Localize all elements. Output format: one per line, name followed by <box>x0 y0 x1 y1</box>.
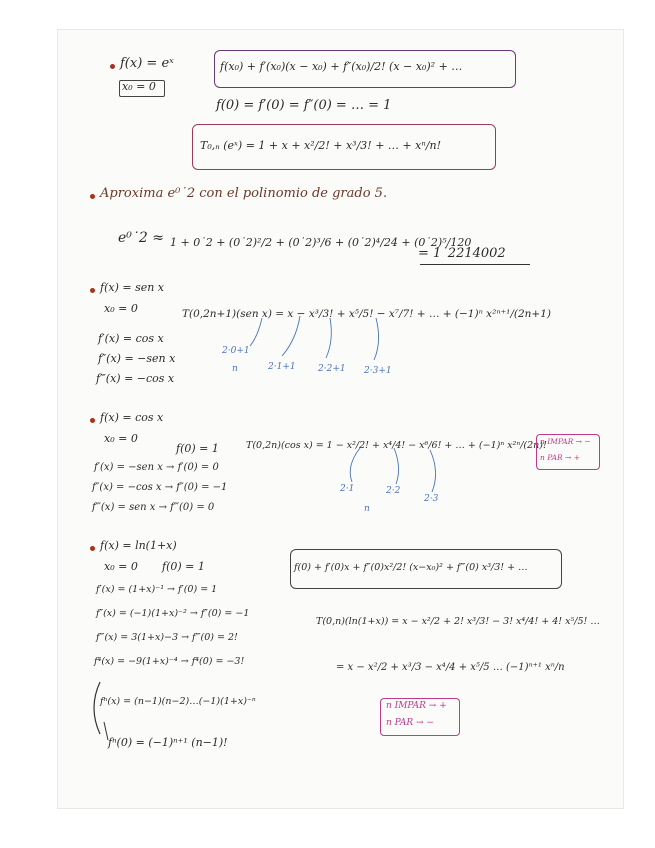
sen-curve-3 <box>326 318 331 358</box>
ln-taylor-2: = x − x²/2 + x³/3 − x⁴/4 + x⁵/5 … (−1)ⁿ⁺¹ xⁿ/n <box>336 662 565 673</box>
sen-function: f(x) = sen x <box>100 281 165 294</box>
ln-arrow <box>104 722 108 740</box>
cos-parity-impar: n IMPAR → − <box>540 437 591 446</box>
cos-note-n: n <box>364 504 370 514</box>
ex-result: T₀,ₙ (eˣ) = 1 + x + x²/2! + x³/3! + … + xⁿ/n! <box>200 139 442 152</box>
sen-curve-2 <box>282 316 300 356</box>
ln-deriv-3: f‴(x) = 3(1+x)−3 → f‴(0) = 2! <box>96 632 238 643</box>
sen-curve-4 <box>374 318 379 360</box>
cos-deriv-2: f″(x) = −cos x → f″(0) = −1 <box>92 482 228 493</box>
ln-x0: x₀ = 0 <box>104 560 138 573</box>
ex-derivatives: f(0) = f′(0) = f″(0) = … = 1 <box>216 98 392 113</box>
ln-deriv-n: fⁿ(x) = (n−1)(n−2)…(−1)(1+x)⁻ⁿ <box>100 696 256 707</box>
ex-function: f(x) = eˣ <box>120 56 174 71</box>
ln-taylor-1: T(0,n)(ln(1+x)) = x − x²/2 + 2! x³/3! − 3! x⁴/4! + 4! x⁵/5! … <box>316 616 600 627</box>
ln-deriv-1: f′(x) = (1+x)⁻¹ → f′(0) = 1 <box>96 584 218 595</box>
cos-curve-2 <box>394 448 399 484</box>
sen-curve-1 <box>250 318 262 346</box>
cos-deriv-3: f‴(x) = sen x → f‴(0) = 0 <box>92 502 215 513</box>
ln-deriv-n-at-0: fⁿ(0) = (−1)ⁿ⁺¹ (n−1)! <box>108 736 228 749</box>
cos-note-1: 2·1 <box>340 484 355 494</box>
sen-deriv-1: f′(x) = cos x <box>98 332 164 345</box>
cos-deriv-1: f′(x) = −sen x → f′(0) = 0 <box>94 462 219 473</box>
ex-x0: x₀ = 0 <box>122 80 156 93</box>
sen-deriv-2: f″(x) = −sen x <box>98 352 176 365</box>
ln-bracket <box>94 682 100 734</box>
cos-curve-1 <box>350 448 360 482</box>
cos-f0: f(0) = 1 <box>176 442 219 455</box>
sen-note-n: n <box>232 364 238 374</box>
sen-note-1: 2·0+1 <box>222 346 250 356</box>
ln-taylor-general: f(0) + f′(0)x + f″(0)x²/2! (x−x₀)² + f‴(0) x³/3! + … <box>294 562 528 573</box>
cos-x0: x₀ = 0 <box>104 432 138 445</box>
ln-f0: f(0) = 1 <box>162 560 205 573</box>
sen-taylor: T(0,2n+1)(sen x) = x − x³/3! + x⁵/5! − x⁷/7! + … + (−1)ⁿ x²ⁿ⁺¹/(2n+1) <box>182 308 551 320</box>
approx-result: = 1˙2214002 <box>418 246 506 261</box>
sen-note-2: 2·1+1 <box>268 362 296 372</box>
cos-parity-par: n PAR → + <box>540 453 580 462</box>
ln-deriv-2: f″(x) = (−1)(1+x)⁻² → f″(0) = −1 <box>96 608 250 619</box>
ln-parity-par: n PAR → − <box>386 718 434 728</box>
sen-deriv-3: f‴(x) = −cos x <box>96 372 175 385</box>
sen-note-3: 2·2+1 <box>318 364 346 374</box>
ln-function: f(x) = ln(1+x) <box>100 539 177 552</box>
cos-note-3: 2·3 <box>424 494 439 504</box>
ln-deriv-4: f⁴(x) = −9(1+x)⁻⁴ → f⁴(0) = −3! <box>94 656 245 667</box>
approx-heading: Aproxima e⁰˙2 con el polinomio de grado 5. <box>100 186 388 201</box>
cos-note-2: 2·2 <box>386 486 401 496</box>
approx-terms: 1 + 0˙2 + (0˙2)²/2 + (0˙2)³/6 + (0˙2)⁴/24 + (0˙2)⁵/120 <box>170 236 472 249</box>
approx-lhs: e⁰˙2 ≈ <box>118 230 164 246</box>
cos-function: f(x) = cos x <box>100 411 164 424</box>
ln-parity-impar: n IMPAR → + <box>386 701 447 711</box>
sen-note-4: 2·3+1 <box>364 366 392 376</box>
sen-x0: x₀ = 0 <box>104 302 138 315</box>
ex-taylor-general: f(x₀) + f′(x₀)(x − x₀) + f″(x₀)/2! (x − x₀)² + … <box>220 60 463 73</box>
cos-taylor: T(0,2n)(cos x) = 1 − x²/2! + x⁴/4! − x⁶/6! + … + (−1)ⁿ x²ⁿ/(2n)! <box>246 440 547 451</box>
cos-curve-3 <box>430 450 436 492</box>
